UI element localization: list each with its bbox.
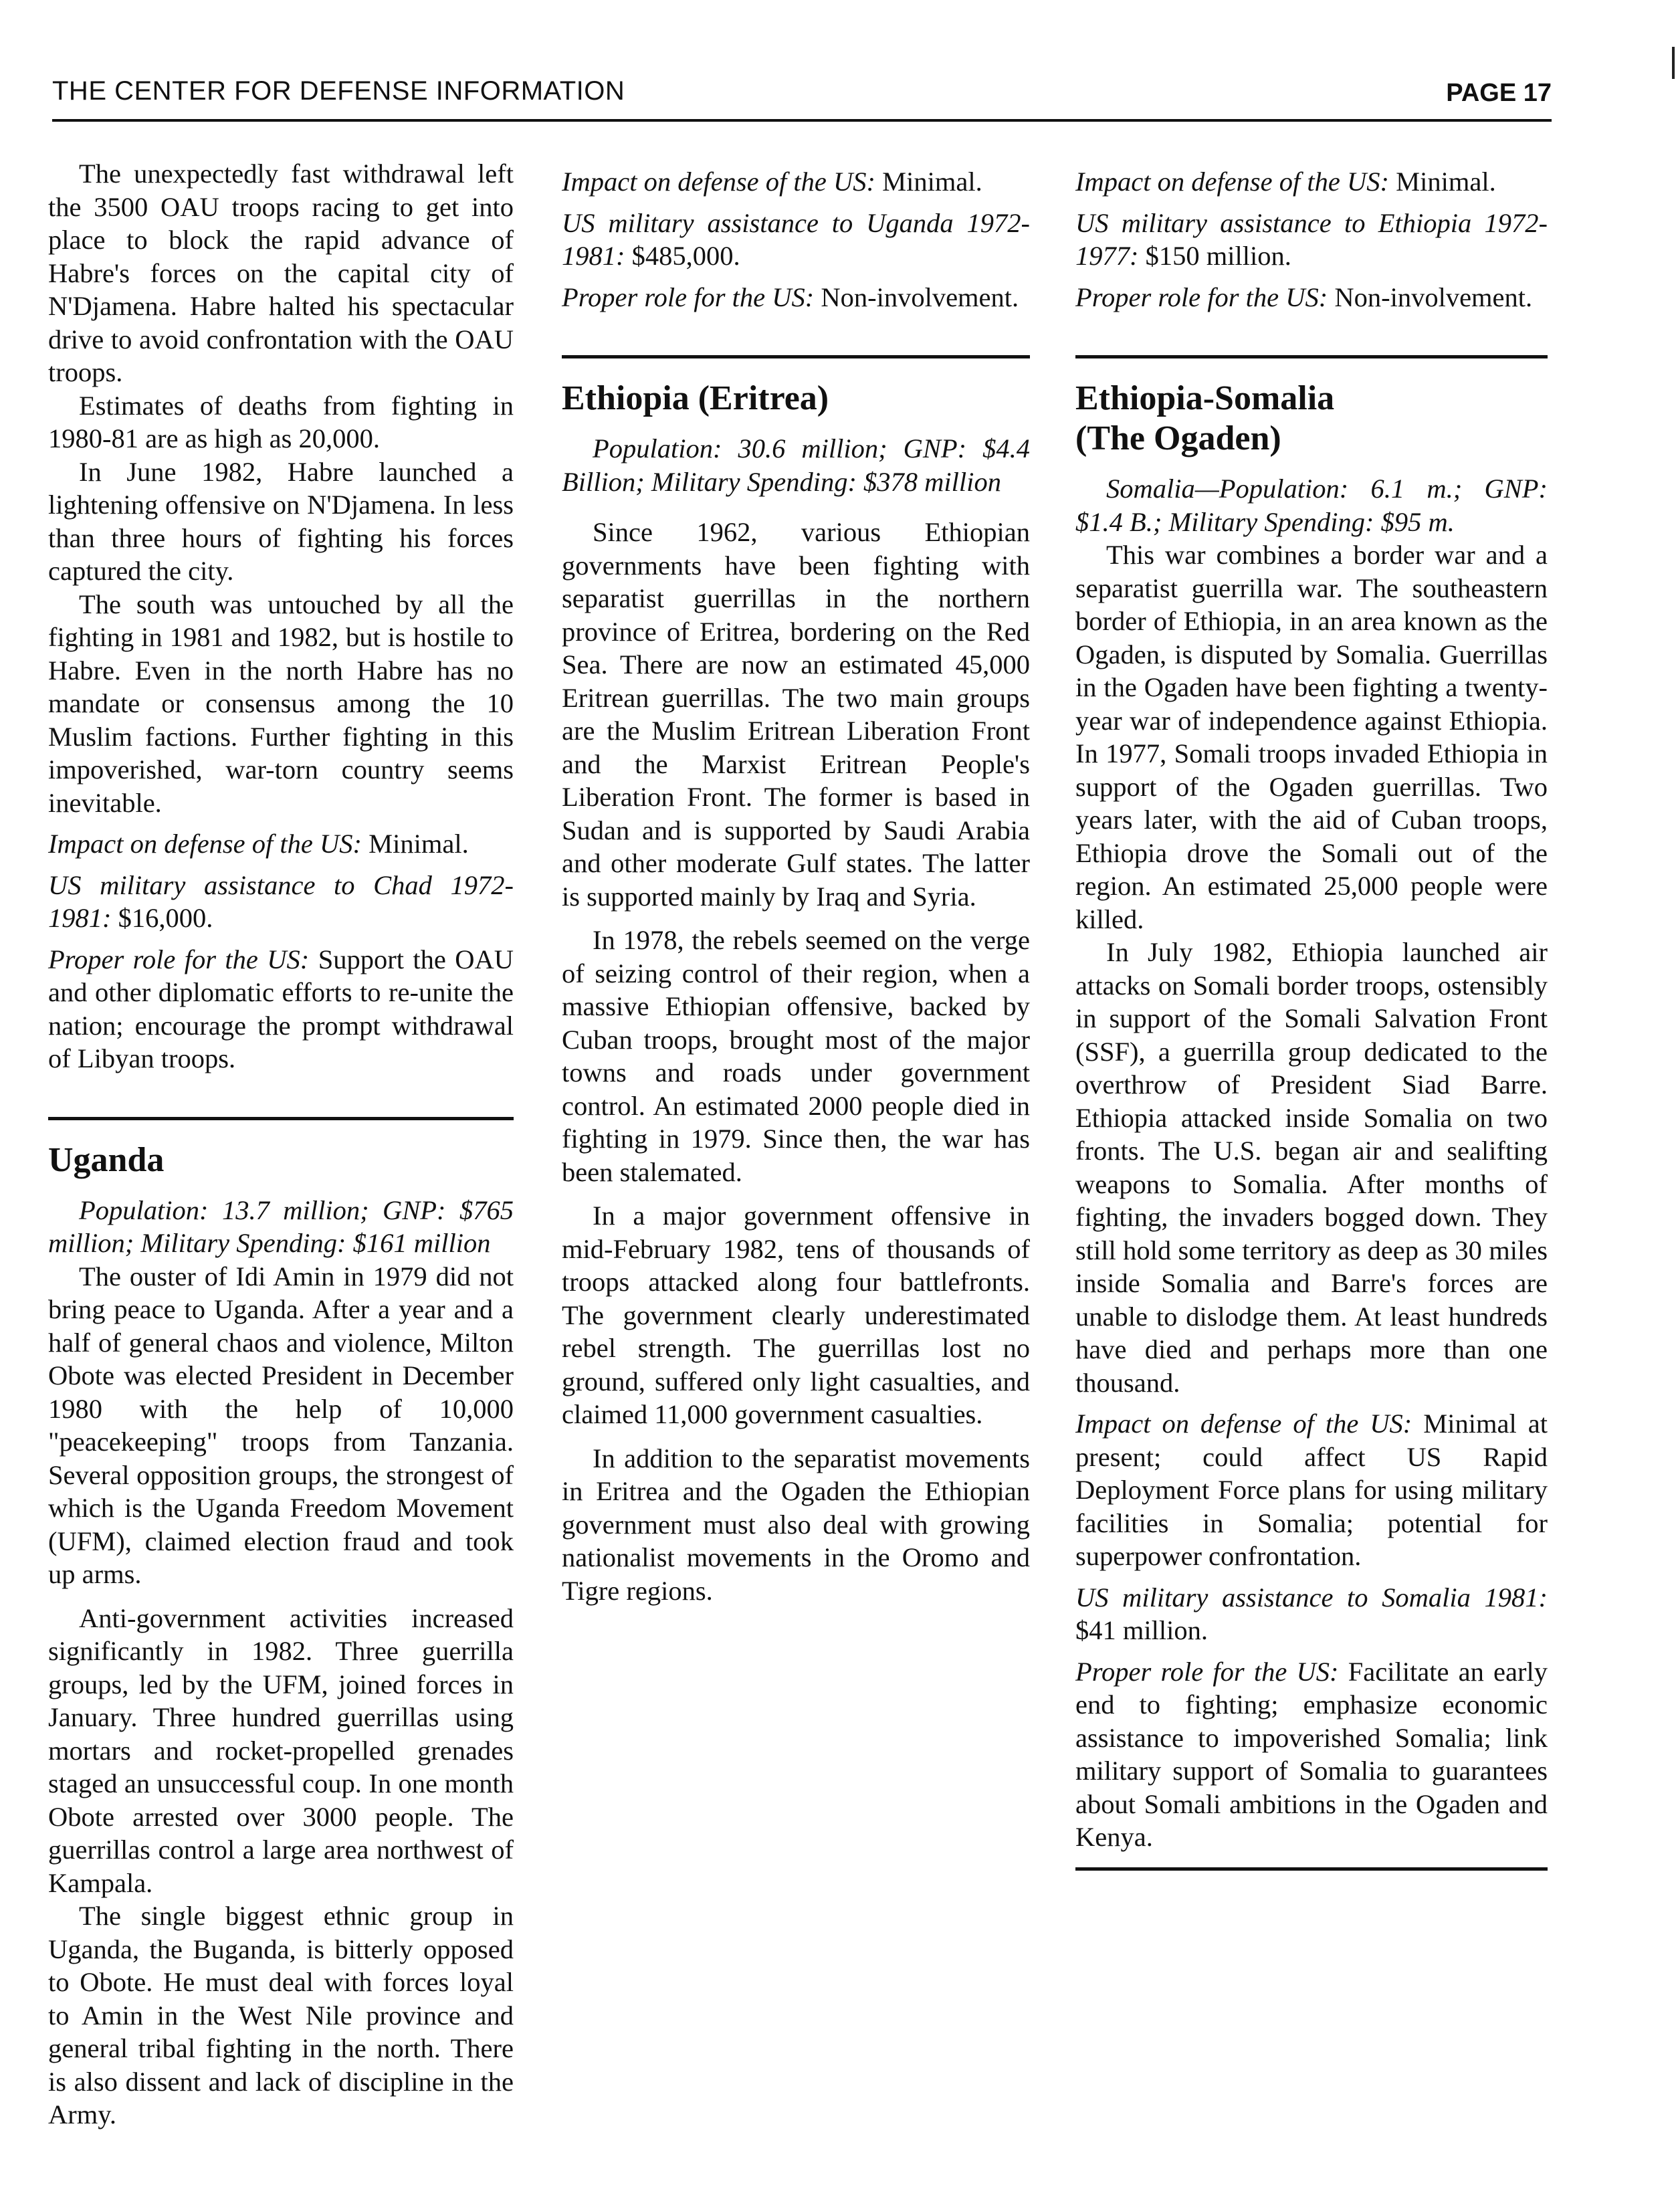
ethiopia-somalia-assistance-text: $41 million. — [1075, 1615, 1209, 1645]
ethiopia-somalia-heading-line-2: (The Ogaden) — [1075, 419, 1281, 457]
ethiopia-somalia-section — [1075, 379, 1548, 1871]
ethiopia-somalia-role-label: Proper role for the US: — [1075, 1656, 1339, 1687]
uganda-assistance-label: US military assistance to Uganda 1972-1981: — [562, 207, 1030, 271]
ethiopia-eritrea-paragraph-1: Since 1962, various Ethiopian governments have been fighting with separatist guerrillas in the northern province of Eritrea, bordering on the Red Sea. There are now an estimated 45,000 Eritrean guerrillas. The two main groups are the Muslim Eritrean Liberation Front and the Marxist Eritrean People's Liberation Front. The former is based in Sudan and is supported by Saudi Arabia and other moderate Gulf states. The latter is supported mainly by Iraq and Syria. — [562, 517, 1030, 912]
ethiopia-eritrea-paragraph-2: In 1978, the rebels seemed on the verge of seizing control of their region, when a massive Ethiopian offensive, backed by Cuban troops, brought most of the major towns and roads under government control. An estimated 2000 people died in fighting in 1979. Since then, the war has been stalemated. — [562, 925, 1030, 1187]
chad-role — [48, 943, 514, 1075]
ethiopia-somalia-assistance-label: US military assistance to Somalia 1981: — [1075, 1582, 1548, 1612]
ethiopia-eritrea-impact-label: Impact on defense of the US: — [1075, 167, 1389, 197]
chad-assistance-label: US military assistance to Chad 1972-1981: — [48, 869, 514, 933]
uganda-role-text: Non-involvement. — [814, 282, 1019, 312]
ethiopia-eritrea-role-label: Proper role for the US: — [1075, 282, 1328, 312]
ethiopia-somalia-impact-label: Impact on defense of the US: — [1075, 1409, 1412, 1439]
uganda-impact-text: Minimal. — [875, 167, 982, 197]
ethiopia-somalia-paragraph-1: This war combines a border war and a separatist guerrilla war. The southeastern border of Ethiopia, in an area known as the Ogaden, is disputed by Somalia. Guerrillas in the Ogaden have been fighting a twenty-year war of independence against Ethiopia. In 1977, Somali troops invaded Ethiopia in support of the Ogaden guerrillas. Two years later, with the aid of Cuban troops, Ethiopia drove the Somali out of the region. An estimated 25,000 people were killed. — [1075, 540, 1548, 934]
ethiopia-somalia-assistance — [1075, 1581, 1548, 1647]
uganda-section — [48, 1140, 514, 2131]
chad-paragraph-1: The unexpectedly fast withdrawal left the 3500 OAU troops racing to get into place to block the rapid advance of Habre's forces on the capital city of N'Djamena. Habre halted his spectacular drive to avoid confrontation with the OAU troops. — [48, 159, 514, 387]
uganda-impact-label: Impact on defense of the US: — [562, 167, 875, 197]
chad-paragraph-4: The south was untouched by all the fighting in 1981 and 1982, but is hostile to Habre. Even in the north Habre has no mandate or consensus among the 10 Muslim factions. Further fighting in this impoverished, war-torn country seems inevitable. — [48, 589, 514, 818]
chad-impact-text: Minimal. — [362, 829, 469, 859]
chad-paragraph-3: In June 1982, Habre launched a lightening offensive on N'Djamena. In less than three hours of fighting his forces captured the city. — [48, 456, 514, 586]
ethiopia-eritrea-paragraph-4: In addition to the separatist movements in Eritrea and the Ogaden the Ethiopian government must also deal with growing nationalist movements in the Oromo and Tigre regions. — [562, 1443, 1030, 1606]
chad-role-label: Proper role for the US: — [48, 944, 310, 974]
chad-assistance-text: $16,000. — [111, 903, 213, 933]
publication-title: THE CENTER FOR DEFENSE INFORMATION — [52, 76, 625, 106]
ethiopia-eritrea-impact — [1075, 165, 1548, 199]
ethiopia-eritrea-assistance-text: $150 million. — [1138, 241, 1291, 271]
ethiopia-somalia-impact — [1075, 1407, 1548, 1573]
page-number: PAGE 17 — [1446, 79, 1552, 107]
column-2 — [562, 157, 1030, 1607]
ethiopia-somalia-paragraph-2: In July 1982, Ethiopia launched air attacks on Somali border troops, ostensibly in support of the Somali Salvation Front (SSF), a guerrilla group dedicated to the overthrow of President Siad Barre. Ethiopia attacked inside Somalia on two fronts. The U.S. began air and sealifting weapons to Somalia. After months of fighting, the invaders bogged down. They still hold some territory as deep as 30 miles inside Somalia and Barre's forces are unable to dislodge them. At least hundreds have died and perhaps more than one thousand. — [1075, 937, 1548, 1398]
chad-assistance — [48, 869, 514, 935]
ethiopia-somalia-heading-line-1: Ethiopia-Somalia — [1075, 379, 1335, 417]
ethiopia-somalia-stats: Somalia—Population: 6.1 m.; GNP: $1.4 B.; Military Spending: $95 m. — [1075, 474, 1548, 537]
ethiopia-eritrea-paragraph-3: In a major government offensive in mid-February 1982, tens of thousands of troops attacked along four battlefronts. The government clearly underestimated rebel strength. The guerrillas lost no ground, suffered only light casualties, and claimed 11,000 government casualties. — [562, 1201, 1030, 1429]
section-divider — [48, 1117, 514, 1120]
ethiopia-eritrea-section — [562, 379, 1030, 1607]
uganda-heading: Uganda — [48, 1140, 165, 1179]
column-1 — [48, 157, 514, 2131]
ethiopia-eritrea-role-text: Non-involvement. — [1328, 282, 1533, 312]
ethiopia-eritrea-impact-text: Minimal. — [1389, 167, 1496, 197]
chad-paragraph-2: Estimates of deaths from fighting in 1980-81 are as high as 20,000. — [48, 390, 514, 453]
uganda-impact — [562, 165, 1030, 199]
ethiopia-eritrea-heading: Ethiopia (Eritrea) — [562, 379, 829, 417]
page-header — [52, 72, 1552, 122]
uganda-paragraph-3: The single biggest ethnic group in Uganda, the Buganda, is bitterly opposed to Obote. He must deal with forces loyal to Amin in the West Nile province and general tribal fighting in the north. There is also dissent and lack of discipline in the Army. — [48, 1901, 514, 2129]
scan-edge-mark — [1672, 47, 1675, 79]
uganda-paragraph-2: Anti-government activities increased significantly in 1982. Three guerrilla groups, led by the UFM, joined forces in January. Three hundred guerrillas using mortars and rocket-propelled grenades staged an unsuccessful coup. In one month Obote arrested over 3000 people. The guerrillas control a large area northwest of Kampala. — [48, 1602, 514, 1898]
ethiopia-eritrea-assistance — [1075, 207, 1548, 273]
uganda-assistance — [562, 207, 1030, 273]
chad-impact — [48, 827, 514, 861]
section-end-divider — [1075, 1867, 1548, 1871]
ethiopia-eritrea-role — [1075, 281, 1548, 314]
uganda-role — [562, 281, 1030, 314]
ethiopia-eritrea-stats: Population: 30.6 million; GNP: $4.4 Billion; Military Spending: $378 million — [562, 433, 1030, 497]
ethiopia-somalia-role — [1075, 1655, 1548, 1854]
section-divider — [1075, 355, 1548, 358]
chad-section-continued — [48, 157, 514, 1075]
ethiopia-somalia-impact-text: Minimal at present; could affect US Rapid Deployment Force plans for using military facilities in Somalia; potential for superpower confrontation. — [1075, 1409, 1548, 1571]
ethiopia-somalia-heading — [1075, 379, 1548, 459]
uganda-role-label: Proper role for the US: — [562, 282, 815, 312]
uganda-paragraph-1: The ouster of Idi Amin in 1979 did not bring peace to Uganda. After a year and a half of general chaos and violence, Milton Obote was elected President in December 1980 with the help of 10,000 "peacekeeping" troops from Tanzania. Several opposition groups, the strongest of which is the Uganda Freedom Movement (UFM), claimed election fraud and took up arms. — [48, 1261, 514, 1589]
ethiopia-somalia-role-text: Facilitate an early end to fighting; emphasize economic assistance to impoverished Somalia; link military support of Somalia to guarantees about Somali ambitions in the Ogaden and Kenya. — [1075, 1656, 1548, 1852]
uganda-stats: Population: 13.7 million; GNP: $765 million; Military Spending: $161 million — [48, 1194, 514, 1258]
ethiopia-eritrea-assistance-label: US military assistance to Ethiopia 1972-1977: — [1075, 207, 1548, 271]
section-divider — [562, 355, 1030, 358]
chad-role-text: Support the OAU and other diplomatic efforts to re-unite the nation; encourage the prompt withdrawal of Libyan troops. — [48, 944, 514, 1073]
chad-impact-label: Impact on defense of the US: — [48, 829, 362, 859]
uganda-assistance-text: $485,000. — [625, 241, 740, 271]
column-3 — [1075, 157, 1548, 1871]
